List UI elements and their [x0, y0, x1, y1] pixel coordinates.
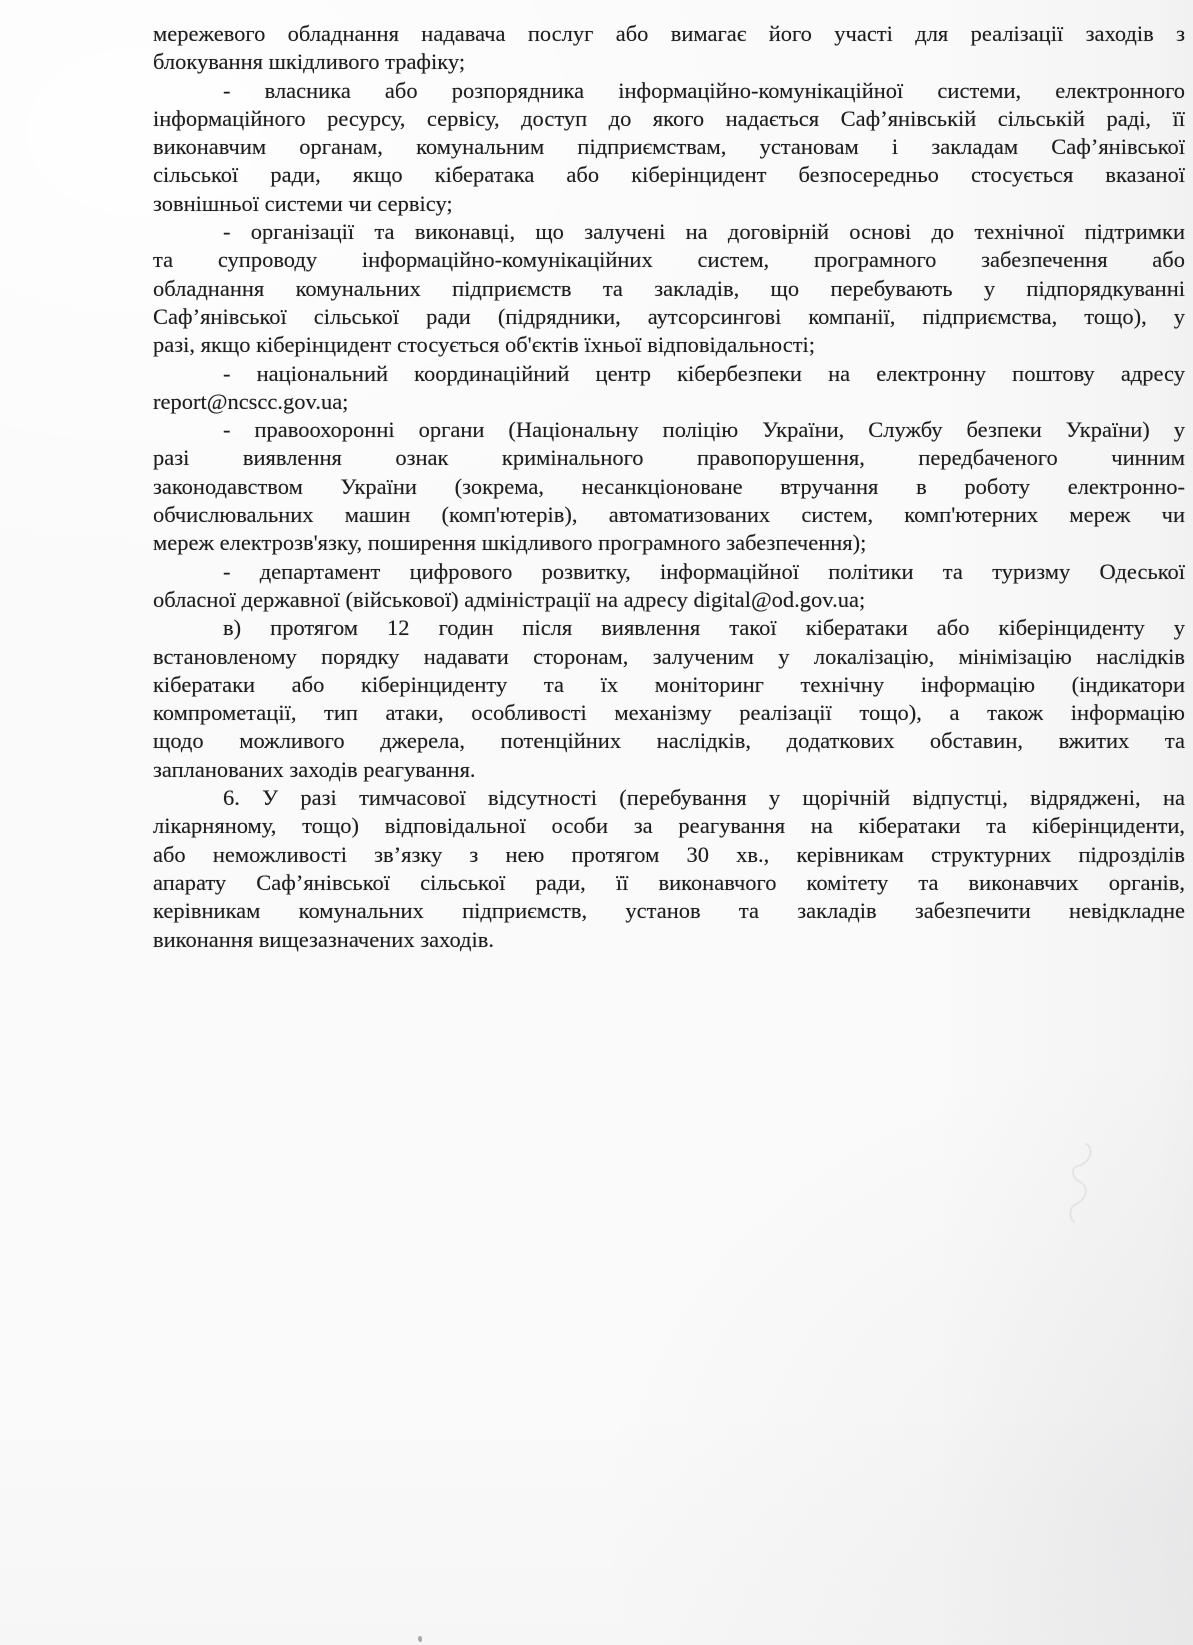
paragraph	[153, 558, 1185, 615]
paragraph	[153, 360, 1185, 417]
text-line: законодавством України (зокрема, несанкціоноване втручання в роботу електронно-	[153, 473, 1185, 499]
text-line: лікарняному, тощо) відповідальної особи за реагування на кібератаки та кіберінциденти,	[153, 813, 1185, 839]
text-line: - власника або розпорядника інформаційно-комунікаційної системи, електронного	[223, 77, 1185, 103]
scan-speck	[418, 1636, 422, 1642]
text-line: обласної державної (військової) адміністрації на адресу digital@od.gov.ua;	[153, 586, 866, 612]
text-line: - національний координаційний центр кібербезпеки на електронну поштову адресу	[223, 360, 1185, 386]
text-line: разі виявлення ознак кримінального правопорушення, передбаченого чинним	[153, 445, 1185, 471]
paragraph	[153, 20, 1185, 77]
text-line: компрометації, тип атаки, особливості механізму реалізації тощо), а також інформацію	[153, 700, 1185, 726]
text-line: 6. У разі тимчасової відсутності (перебування у щорічній відпустці, відряджені, на	[223, 785, 1185, 811]
text-line: обчислювальних машин (комп'ютерів), автоматизованих систем, комп'ютерних мереж чи	[153, 502, 1185, 528]
text-line: Саф’янівської сільської ради (підрядники, аутсорсингові компанії, підприємства, тощо), у	[153, 303, 1185, 329]
paragraph	[153, 218, 1185, 359]
paragraph	[153, 614, 1185, 784]
text-line: інформаційного ресурсу, сервісу, доступ до якого надається Саф’янівській сільській раді, її	[153, 105, 1185, 131]
text-line: або неможливості зв’язку з нею протягом 30 хв., керівникам структурних підрозділів	[153, 841, 1185, 867]
text-line: в) протягом 12 годин після виявлення такої кібератаки або кіберінциденту у	[223, 615, 1185, 641]
text-line: та супроводу інформаційно-комунікаційних систем, програмного забезпечення або	[153, 247, 1185, 273]
text-line: апарату Саф’янівської сільської ради, її виконавчого комітету та виконавчих органів,	[153, 869, 1185, 895]
scan-smudge-mark	[1048, 1138, 1108, 1228]
text-line: - організації та виконавці, що залучені на договірній основі до технічної підтримки	[223, 219, 1185, 245]
text-line: - департамент цифрового розвитку, інформаційної політики та туризму Одеської	[223, 558, 1185, 584]
text-line: report@ncscc.gov.ua;	[153, 388, 349, 414]
paragraph	[153, 416, 1185, 557]
text-line: виконавчим органам, комунальним підприємствам, установам і закладам Саф’янівської	[153, 134, 1185, 160]
paragraph	[153, 77, 1185, 218]
text-line: встановленому порядку надавати сторонам, залученим у локалізацію, мінімізацію наслідків	[153, 643, 1185, 669]
text-line: разі, якщо кіберінцидент стосується об'єктів їхньої відповідальності;	[153, 332, 816, 358]
text-line: запланованих заходів реагування.	[153, 756, 476, 782]
text-line: блокування шкідливого трафіку;	[153, 49, 466, 75]
text-line: мережевого обладнання надавача послуг або вимагає його участі для реалізації заходів з	[153, 21, 1185, 46]
text-line: - правоохоронні органи (Національну поліцію України, Службу безпеки України) у	[223, 417, 1185, 443]
text-line: зовнішньої системи чи сервісу;	[153, 190, 453, 216]
paragraph	[153, 784, 1185, 954]
text-line: виконання вищезазначених заходів.	[153, 926, 495, 952]
text-line: сільської ради, якщо кібератака або кіберінцидент безпосередньо стосується вказаної	[153, 162, 1185, 188]
document-body	[153, 20, 1185, 954]
text-line: керівникам комунальних підприємств, установ та закладів забезпечити невідкладне	[153, 898, 1185, 924]
text-line: обладнання комунальних підприємств та закладів, що перебувають у підпорядкуванні	[153, 275, 1185, 301]
text-line: щодо можливого джерела, потенційних наслідків, додаткових обставин, вжитих та	[153, 728, 1185, 754]
text-line: кібератаки або кіберінциденту та їх моніторинг технічну інформацію (індикатори	[153, 671, 1185, 697]
text-line: мереж електрозв'язку, поширення шкідливого програмного забезпечення);	[153, 530, 867, 556]
